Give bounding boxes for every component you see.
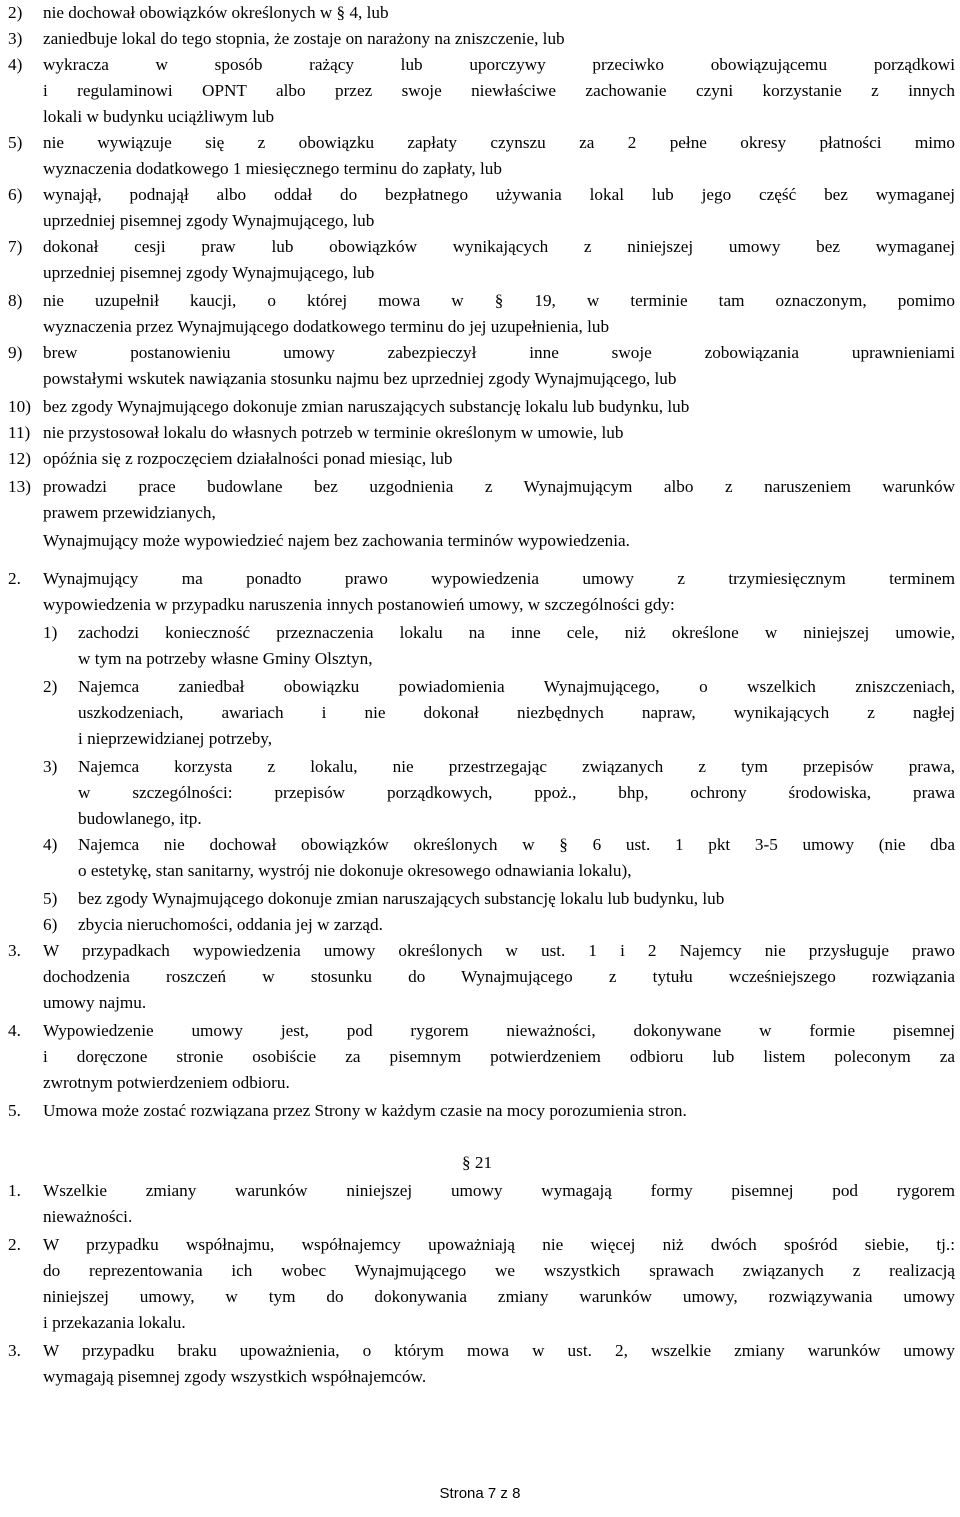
paragraph-text: dochodzenia roszczeń w stosunku do Wynajmującego z tytułu wcześniejszego rozwiązania: [43, 967, 955, 986]
list-item-text: powstałymi wskutek nawiązania stosunku najmu bez uprzedniej zgody Wynajmującego, lub: [43, 369, 677, 388]
list-item-text: budowlanego, itp.: [78, 809, 202, 828]
list-item-number: 13): [8, 477, 31, 496]
paragraph-number: 2.: [8, 1235, 21, 1254]
section-heading: § 21: [462, 1153, 493, 1172]
closing-statement: Wynajmujący może wypowiedzieć najem bez zachowania terminów wypowiedzenia.: [43, 531, 630, 550]
list-item-number: 3): [43, 757, 58, 776]
paragraph-text: i doręczone stronie osobiście za pisemnym potwierdzeniem odbioru lub listem poleconym za: [43, 1047, 955, 1066]
list-item-number: 6): [43, 915, 58, 934]
list-item-text: wykracza w sposób rażący lub uporczywy przeciwko obowiązującemu porządkowi: [43, 55, 955, 74]
paragraph-text: W przypadku braku upoważnienia, o którym mowa w ust. 2, wszelkie zmiany warunków umowy: [43, 1341, 955, 1360]
paragraph-text: do reprezentowania ich wobec Wynajmującego we wszystkich sprawach związanych z realizacją: [43, 1261, 955, 1280]
list-item-text: prawem przewidzianych,: [43, 503, 216, 522]
paragraph-text: Wszelkie zmiany warunków niniejszej umowy wymagają formy pisemnej pod rygorem: [43, 1181, 955, 1200]
list-item-text: zbycia nieruchomości, oddania jej w zarząd.: [78, 915, 383, 934]
list-item-text: zachodzi konieczność przeznaczenia lokalu na inne cele, niż określone w niniejszej umowie,: [78, 623, 955, 642]
paragraph-number: 3.: [8, 1341, 21, 1360]
list-item-text: i nieprzewidzianej potrzeby,: [78, 729, 273, 748]
list-item-number: 4): [43, 835, 58, 854]
list-item-number: 5): [8, 133, 23, 152]
list-item-text: Najemca korzysta z lokalu, nie przestrzegając związanych z tym przepisów prawa,: [78, 757, 955, 776]
list-item-text: bez zgody Wynajmującego dokonuje zmian naruszających substancję lokalu lub budynku, lub: [78, 889, 725, 908]
list-item-number: 7): [8, 237, 23, 256]
list-item-text: Najemca nie dochował obowiązków określonych w § 6 ust. 1 pkt 3-5 umowy (nie dba: [78, 835, 955, 854]
list-item-text: uprzedniej pisemnej zgody Wynajmującego, lub: [43, 211, 375, 230]
list-item-text: prowadzi prace budowlane bez uzgodnienia z Wynajmującym albo z naruszeniem warunków: [43, 477, 955, 496]
list-item-text: nie uzupełnił kaucji, o której mowa w § 19, w terminie tam oznaczonym, pomimo: [43, 291, 955, 310]
paragraph-number: 4.: [8, 1021, 21, 1040]
list-item-number: 4): [8, 55, 23, 74]
list-item-number: 5): [43, 889, 58, 908]
list-item-number: 2): [8, 3, 23, 22]
paragraph-number: 3.: [8, 941, 21, 960]
paragraph-number: 1.: [8, 1181, 21, 1200]
paragraph-text: Wynajmujący ma ponadto prawo wypowiedzenia umowy z trzymiesięcznym terminem: [43, 569, 955, 588]
paragraph-text: W przypadku współnajmu, współnajemcy upoważniają nie więcej niż dwóch spośród siebie, tj.:: [43, 1235, 955, 1254]
paragraph-text: Wypowiedzenie umowy jest, pod rygorem nieważności, dokonywane w formie pisemnej: [43, 1021, 955, 1040]
list-item-number: 2): [43, 677, 58, 696]
list-item-text: brew postanowieniu umowy zabezpieczył inne swoje zobowiązania uprawnieniami: [43, 343, 955, 362]
list-item-text: zaniedbuje lokal do tego stopnia, że zostaje on narażony na zniszczenie, lub: [43, 29, 565, 48]
list-item-text: wyznaczenia przez Wynajmującego dodatkowego terminu do jej uzupełnienia, lub: [43, 317, 610, 336]
list-item-number: 12): [8, 449, 31, 468]
list-item-text: dokonał cesji praw lub obowiązków wynikających z niniejszej umowy bez wymaganej: [43, 237, 955, 256]
paragraph-number: 2.: [8, 569, 21, 588]
list-item-text: nie wywiązuje się z obowiązku zapłaty czynszu za 2 pełne okresy płatności mimo: [43, 133, 955, 152]
list-item-number: 8): [8, 291, 23, 310]
list-item-number: 1): [43, 623, 58, 642]
paragraph-number: 5.: [8, 1101, 21, 1120]
list-item-text: w szczególności: przepisów porządkowych, ppoż., bhp, ochrony środowiska, prawa: [78, 783, 955, 802]
paragraph-text: umowy najmu.: [43, 993, 147, 1012]
list-item-number: 10): [8, 397, 31, 416]
paragraph-text: wypowiedzenia w przypadku naruszenia innych postanowień umowy, w szczególności gdy:: [43, 595, 675, 614]
paragraph-text: i przekazania lokalu.: [43, 1313, 186, 1332]
list-item-text: Najemca zaniedbał obowiązku powiadomienia Wynajmującego, o wszelkich zniszczeniach,: [78, 677, 955, 696]
paragraph-text: nieważności.: [43, 1207, 133, 1226]
list-item-number: 6): [8, 185, 23, 204]
list-item-number: 3): [8, 29, 23, 48]
paragraph-text: zwrotnym potwierdzeniem odbioru.: [43, 1073, 290, 1092]
list-item-text: nie przystosował lokalu do własnych potrzeb w terminie określonym w umowie, lub: [43, 423, 624, 442]
list-item-text: opóźnia się z rozpoczęciem działalności ponad miesiąc, lub: [43, 449, 453, 468]
paragraph-text: W przypadkach wypowiedzenia umowy określonych w ust. 1 i 2 Najemcy nie przysługuje prawo: [43, 941, 955, 960]
list-item-text: o estetykę, stan sanitarny, wystrój nie dokonuje okresowego odnawiania lokalu),: [78, 861, 632, 880]
paragraph-text: niniejszej umowy, w tym do dokonywania zmiany warunków umowy, rozwiązywania umowy: [43, 1287, 955, 1306]
list-item-text: lokali w budynku uciążliwym lub: [43, 107, 275, 126]
list-item-number: 9): [8, 343, 23, 362]
list-item-number: 11): [8, 423, 31, 442]
page-footer: Strona 7 z 8: [439, 1485, 521, 1502]
paragraph-text: Umowa może zostać rozwiązana przez Strony w każdym czasie na mocy porozumienia stron.: [43, 1101, 687, 1120]
list-item-text: i regulaminowi OPNT albo przez swoje niewłaściwe zachowanie czyni korzystanie z innych: [43, 81, 955, 100]
list-item-text: bez zgody Wynajmującego dokonuje zmian naruszających substancję lokalu lub budynku, lub: [43, 397, 690, 416]
list-item-text: wynajął, podnajął albo oddał do bezpłatnego używania lokal lub jego część bez wymaganej: [43, 185, 955, 204]
list-item-text: nie dochował obowiązków określonych w § 4, lub: [43, 3, 389, 22]
list-item-text: uprzedniej pisemnej zgody Wynajmującego, lub: [43, 263, 375, 282]
list-item-text: uszkodzeniach, awariach i nie dokonał niezbędnych napraw, wynikających z nagłej: [78, 703, 955, 722]
list-item-text: w tym na potrzeby własne Gminy Olsztyn,: [78, 649, 373, 668]
list-item-text: wyznaczenia dodatkowego 1 miesięcznego terminu do zapłaty, lub: [43, 159, 502, 178]
paragraph-text: wymagają pisemnej zgody wszystkich współnajemców.: [43, 1367, 427, 1386]
